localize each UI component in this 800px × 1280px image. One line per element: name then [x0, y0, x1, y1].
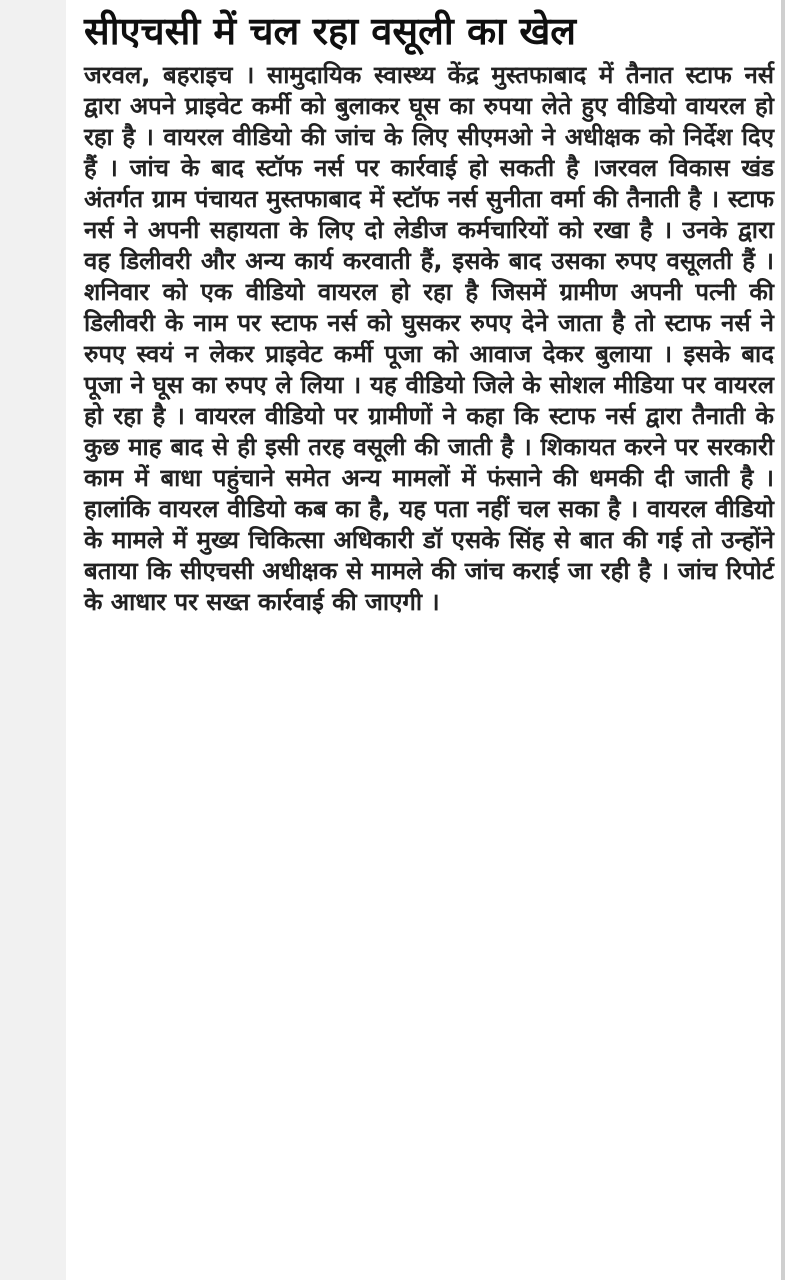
article-dateline: जरवल, बहराइच ।: [84, 61, 268, 89]
column-rule: [781, 0, 785, 1280]
article-headline: सीएचसी में चल रहा वसूली का खेल: [84, 9, 577, 53]
article-body: [84, 60, 774, 618]
news-article: [84, 6, 774, 618]
article-body-text: सामुदायिक स्वास्थ्य केंद्र मुस्तफाबाद में तैनात स्टाफ नर्स द्वारा अपने प्राइवेट कर्मी को बुलाकर घूस का रुपया लेते हुए वीडियो वायरल हो रहा है । वायरल वीडियो की जांच के लिए सीएमओ ने अधीक्षक को निर्देश दिए हैं । जांच के बाद स्टॉफ नर्स पर कार्रवाई हो सकती है ।जरवल विकास खंड अंतर्गत ग्राम पंचायत मुस्तफाबाद में स्टॉफ नर्स सुनीता वर्मा की तैनाती है । स्टाफ नर्स ने अपनी सहायता के लिए दो लेडीज कर्मचारियों को रखा है । उनके द्वारा वह डिलीवरी और अन्य कार्य करवाती हैं, इसके बाद उसका रुपए वसूलती हैं । शनिवार को एक वीडियो वायरल हो रहा है जिसमें ग्रामीण अपनी पत्नी की डिलीवरी के नाम पर स्टाफ नर्स को घुसकर रुपए देने जाता है तो स्टाफ नर्स ने रुपए स्वयं न लेकर प्राइवेट कर्मी पूजा को आवाज देकर बुलाया । इसके बाद पूजा ने घूस का रुपए ले लिया । यह वीडियो जिले के सोशल मीडिया पर वायरल हो रहा है । वायरल वीडियो पर ग्रामीणों ने कहा कि स्टाफ नर्स द्वारा तैनाती के कुछ माह बाद से ही इसी तरह वसूली की जाती है । शिकायत करने पर सरकारी काम में बाधा पहुंचाने समेत अन्य मामलों में फंसाने की धमकी दी जाती है । हालांकि वायरल वीडियो कब का है, यह पता नहीं चल सका है । वायरल वीडियो के मामले में मुख्य चिकित्सा अधिकारी डॉ एसके सिंह से बात की गई तो उन्होंने बताया कि सीएचसी अधीक्षक से मामले की जांच कराई जा रही है । जांच रिपोर्ट के आधार पर सख्त कार्रवाई की जाएगी ।: [84, 61, 774, 616]
left-margin-shade: [0, 0, 66, 1280]
